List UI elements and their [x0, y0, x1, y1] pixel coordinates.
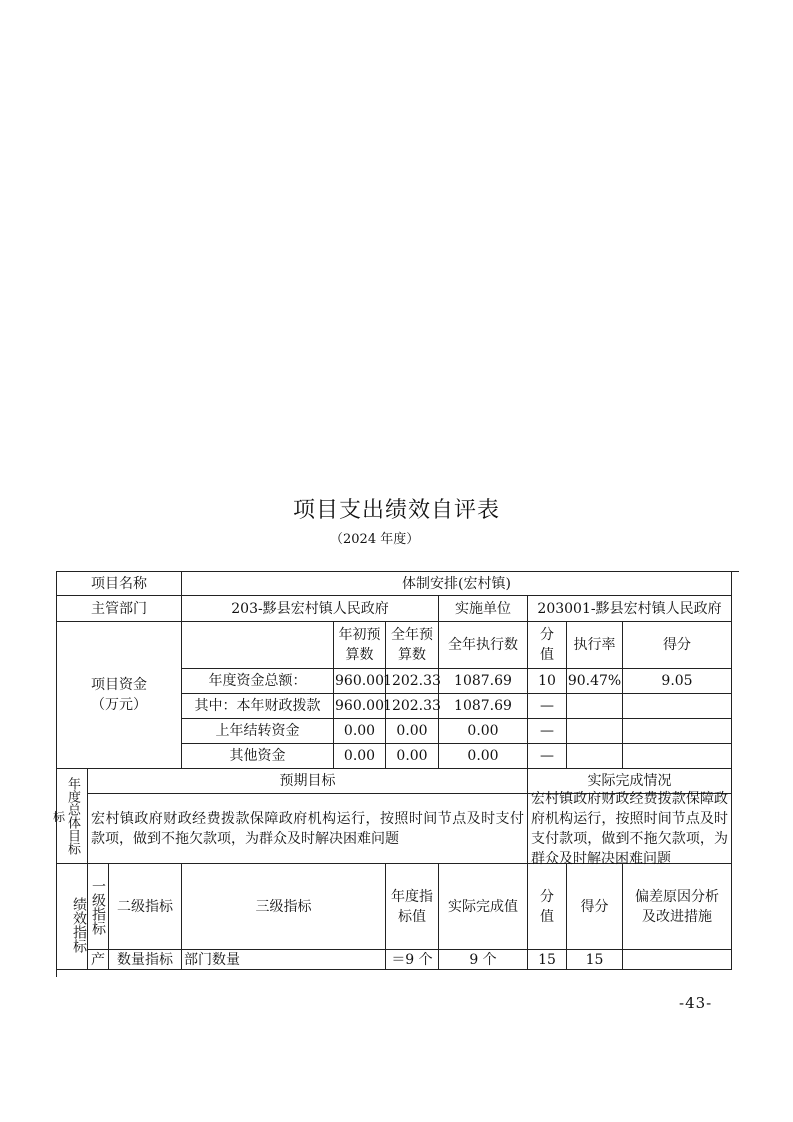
funds-row-full: 1202.33: [386, 669, 439, 694]
funds-row-weight: —: [528, 744, 567, 769]
level3-header: 三级指标: [182, 864, 386, 950]
target-value-header: 年度指 标值: [386, 864, 439, 950]
page-subtitle: （2024 年度）: [330, 532, 420, 547]
performance-table: [53, 571, 739, 977]
funds-row-full: 1202.33: [386, 694, 439, 719]
funds-row-full: 0.00: [386, 744, 439, 769]
dept-value: 203-黟县宏村镇人民政府: [182, 596, 439, 622]
col-score-weight: 分 值: [528, 622, 567, 669]
indicator-level1: 产: [88, 950, 109, 970]
level1-header: 一级指标: [88, 864, 109, 950]
funds-row-initial: 0.00: [334, 744, 386, 769]
indicator-actual: 9 个: [439, 950, 528, 970]
score-header: 得分: [567, 864, 623, 950]
funds-row-full: 0.00: [386, 719, 439, 744]
col-initial-budget: 年初预 算数: [334, 622, 386, 669]
funds-row-rate: 90.47%: [567, 669, 623, 694]
weight-header: 分 值: [528, 864, 567, 950]
indicator-deviation: [623, 950, 732, 970]
funds-row-score: 9.05: [623, 669, 732, 694]
funds-header-blank: [182, 622, 334, 669]
col-exec-rate: 执行率: [567, 622, 623, 669]
indicator-weight: 15: [528, 950, 567, 970]
funds-row-label: 其他资金: [182, 744, 334, 769]
funds-row-rate: [567, 719, 623, 744]
page-number: -43-: [679, 994, 713, 1012]
funds-row-executed: 1087.69: [439, 669, 528, 694]
dept-label: 主管部门: [57, 596, 182, 622]
perf-indicator-label: 绩效指标: [57, 864, 88, 970]
actual-value-header: 实际完成值: [439, 864, 528, 950]
funds-row-score: [623, 694, 732, 719]
project-name-value: 体制安排(宏村镇): [182, 572, 732, 596]
funds-row-score: [623, 719, 732, 744]
project-name-label: 项目名称: [57, 572, 182, 596]
funds-row-weight: —: [528, 719, 567, 744]
funds-row-initial: 0.00: [334, 719, 386, 744]
col-executed: 全年执行数: [439, 622, 528, 669]
col-full-budget: 全年预 算数: [386, 622, 439, 669]
funds-row-label: 上年结转资金: [182, 719, 334, 744]
deviation-header: 偏差原因分析 及改进措施: [623, 864, 732, 950]
funds-label: 项目资金 （万元）: [57, 622, 182, 769]
funds-row-rate: [567, 744, 623, 769]
page-title: 项目支出绩效自评表: [292, 498, 500, 523]
funds-row-rate: [567, 694, 623, 719]
annual-goal-side-text: 标: [53, 810, 66, 824]
unit-label: 实施单位: [439, 596, 528, 622]
funds-row-score: [623, 744, 732, 769]
funds-row-weight: 10: [528, 669, 567, 694]
actual-completion-header: 实际完成情况: [528, 769, 732, 794]
indicator-level2: 数量指标: [109, 950, 182, 970]
col-score: 得分: [623, 622, 732, 669]
level2-header: 二级指标: [109, 864, 182, 950]
funds-row-weight: —: [528, 694, 567, 719]
funds-row-label: 其中：本年财政拨款: [182, 694, 334, 719]
funds-row-executed: 0.00: [439, 719, 528, 744]
funds-row-initial: 960.00: [334, 669, 386, 694]
funds-row-executed: 1087.69: [439, 694, 528, 719]
funds-row-executed: 0.00: [439, 744, 528, 769]
funds-row-label: 年度资金总额：: [182, 669, 334, 694]
indicator-target: ＝9 个: [386, 950, 439, 970]
indicator-level3: 部门数量: [182, 950, 386, 970]
funds-row-initial: 960.00: [334, 694, 386, 719]
expected-goal-header: 预期目标: [88, 769, 528, 794]
expected-goal-text: 宏村镇政府财政经费拨款保障政府机构运行，按照时间节点及时支付款项，做到不拖欠款项，为群众及时解决困难问题: [88, 794, 528, 864]
annual-goal-label: [53, 769, 88, 864]
actual-completion-text: 宏村镇政府财政经费拨款保障政府机构运行，按照时间节点及时支付款项，做到不拖欠款项，为群众及时解决困难问题: [528, 794, 732, 864]
indicator-score: 15: [567, 950, 623, 970]
unit-value: 203001-黟县宏村镇人民政府: [528, 596, 732, 622]
annual-goal-label-text: 年度总体目标: [65, 777, 80, 855]
